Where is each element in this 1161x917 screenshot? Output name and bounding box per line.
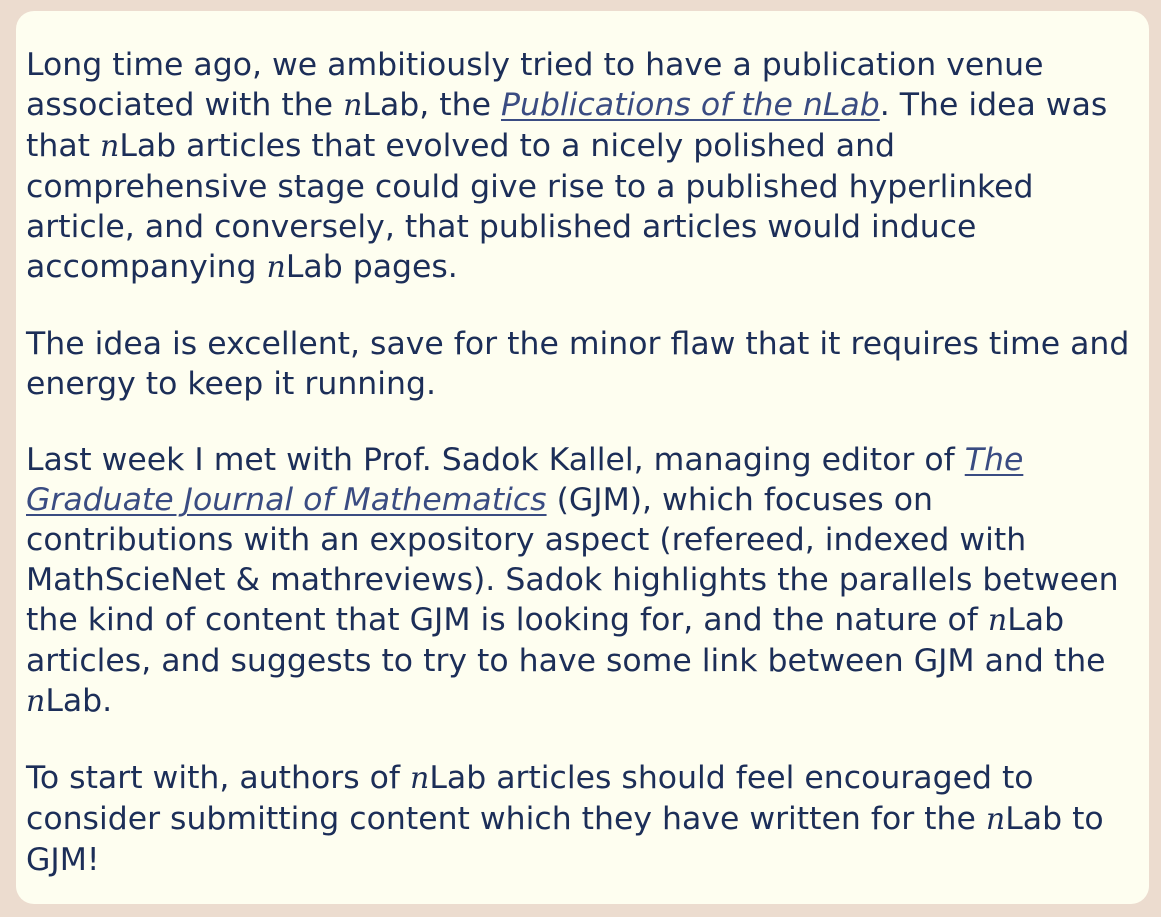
text-segment: Lab pages. — [285, 249, 458, 285]
math-n: n — [987, 603, 1008, 638]
paragraph-2 — [26, 324, 1133, 404]
text-segment: . The idea was that — [26, 87, 1108, 164]
text-segment: Lab, the — [362, 87, 501, 123]
math-n: n — [343, 88, 363, 123]
paragraph-3 — [26, 440, 1133, 722]
text-segment: (GJM), which focuses on contributions with an expository aspect (refereed, indexed with MathScieNet & mathreviews). Sadok highlights the parallels between the kind of content that GJM is looking for, and the nature of — [26, 482, 1119, 638]
text-segment: Long time ago, we ambitiously tried to have a publication venue associated with the — [26, 47, 1044, 123]
text-segment: Last week I met with Prof. Sadok Kallel, managing editor of — [26, 442, 965, 478]
math-n: n — [410, 761, 430, 796]
paragraph-1 — [26, 45, 1133, 288]
math-n: n — [266, 250, 286, 285]
graduate-journal-of-mathematics-link[interactable]: The Graduate Journal of Mathematics — [26, 442, 1024, 518]
text-segment: Lab to GJM! — [26, 801, 1104, 878]
publications-of-the-nlab-link[interactable]: Publications of the nLab — [500, 87, 880, 123]
math-n: n — [985, 802, 1006, 837]
post-card — [16, 11, 1149, 904]
text-segment: Lab articles that evolved to a nicely polished and comprehensive stage could give rise to a published hyperlinked article, and conversely, that published articles would induce accompanying — [26, 128, 1034, 285]
text-segment: Lab articles, and suggests to try to have some link between GJM and the — [26, 602, 1106, 679]
math-n: n — [26, 684, 46, 719]
text-segment: Lab. — [45, 683, 113, 719]
text-segment: Lab articles should feel encouraged to consider submitting content which they have written for the — [26, 760, 1034, 837]
paragraph-4 — [26, 758, 1133, 880]
text-segment: The idea is excellent, save for the minor flaw that it requires time and energy to keep it running. — [26, 326, 1130, 402]
text-segment: To start with, authors of — [26, 760, 411, 796]
math-n: n — [99, 129, 120, 164]
